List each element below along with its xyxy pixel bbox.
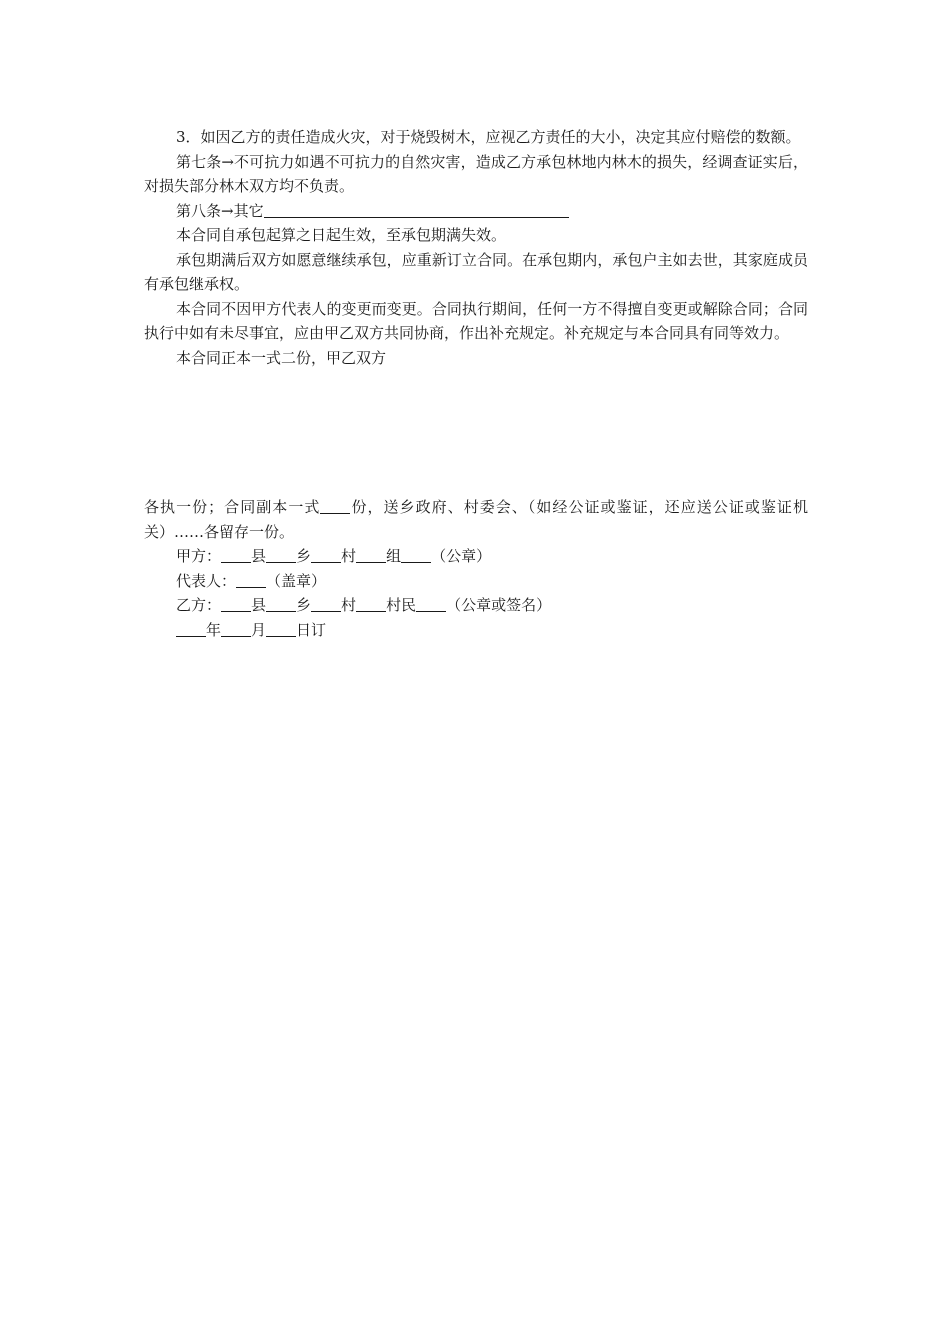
party-b-county: 县 [251, 596, 267, 614]
party-a-township: 乡 [296, 547, 312, 565]
party-a-seal-blank [401, 546, 431, 563]
party-a-line [144, 544, 808, 569]
clause-amendments: 本合同不因甲方代表人的变更而变更。合同执行期间，任何一方不得擅自变更或解除合同；合同执行中如有未尽事宜，应由甲乙双方共同协商，作出补充规定。补充规定与本合同具有同等效力。 [144, 299, 808, 342]
date-year: 年 [206, 620, 222, 639]
copies-text-a: 各执一份；合同副本一式 [144, 498, 321, 516]
party-a-township-blank [266, 546, 296, 563]
representative-line [144, 569, 808, 594]
party-b-village: 村 [341, 596, 357, 614]
clause-copies: 本合同正本一式二份，甲乙双方 [176, 348, 387, 367]
signature-section [144, 495, 808, 642]
contract-clauses-section [144, 125, 808, 370]
copies-text-b: 份，送乡政府、村委会、（如经公证或鉴证，还应送公证或鉴证机关）……各留存一份。 [144, 498, 808, 541]
date-day-signed: 日订 [296, 620, 327, 639]
clause-effective-date: 本合同自承包起算之日起生效，至承包期满失效。 [176, 226, 507, 244]
article-8-blank-line [264, 201, 569, 218]
party-a-village-blank [311, 546, 341, 563]
party-b-seal: （公章或签名） [446, 596, 552, 614]
party-b-township: 乡 [296, 596, 312, 614]
party-a-village: 村 [341, 547, 357, 565]
party-b-county-blank [221, 595, 251, 612]
date-line [144, 618, 808, 643]
clause-article-7-force-majeure: 第七条→不可抗力如遇不可抗力的自然灾害，造成乙方承包林地内林木的损失，经调查证实后，对损失部分林木双方均不负责。 [144, 152, 808, 195]
year-blank [176, 620, 206, 637]
party-b-villager-blank [356, 595, 386, 612]
copies-count-blank [320, 497, 350, 514]
representative-label: 代表人： [176, 571, 237, 590]
day-blank [266, 620, 296, 637]
representative-seal: （盖章） [266, 571, 327, 590]
party-a-label: 甲方： [176, 547, 222, 565]
clause-renewal-inheritance: 承包期满后双方如愿意继续承包，应重新订立合同。在承包期内，承包户主如去世，其家庭成员有承包继承权。 [144, 250, 808, 293]
clause-copies-continued [144, 495, 808, 544]
clause-article-8-other [144, 199, 808, 224]
party-b-village-blank [311, 595, 341, 612]
party-a-county: 县 [251, 547, 267, 565]
party-b-line [144, 593, 808, 618]
representative-blank [236, 571, 266, 588]
party-a-group-blank [356, 546, 386, 563]
party-b-villager: 村民 [386, 596, 417, 614]
party-a-county-blank [221, 546, 251, 563]
clause-fire-liability: 3．如因乙方的责任造成火灾，对于烧毁树木，应视乙方责任的大小，决定其应付赔偿的数额。 [176, 128, 801, 146]
party-a-group: 组 [386, 547, 402, 565]
party-b-township-blank [266, 595, 296, 612]
party-b-seal-blank [416, 595, 446, 612]
party-a-seal: （公章） [431, 547, 492, 565]
party-b-label: 乙方： [176, 596, 222, 614]
month-blank [221, 620, 251, 637]
date-month: 月 [251, 620, 267, 639]
article-8-label: 第八条→其它 [176, 201, 264, 220]
